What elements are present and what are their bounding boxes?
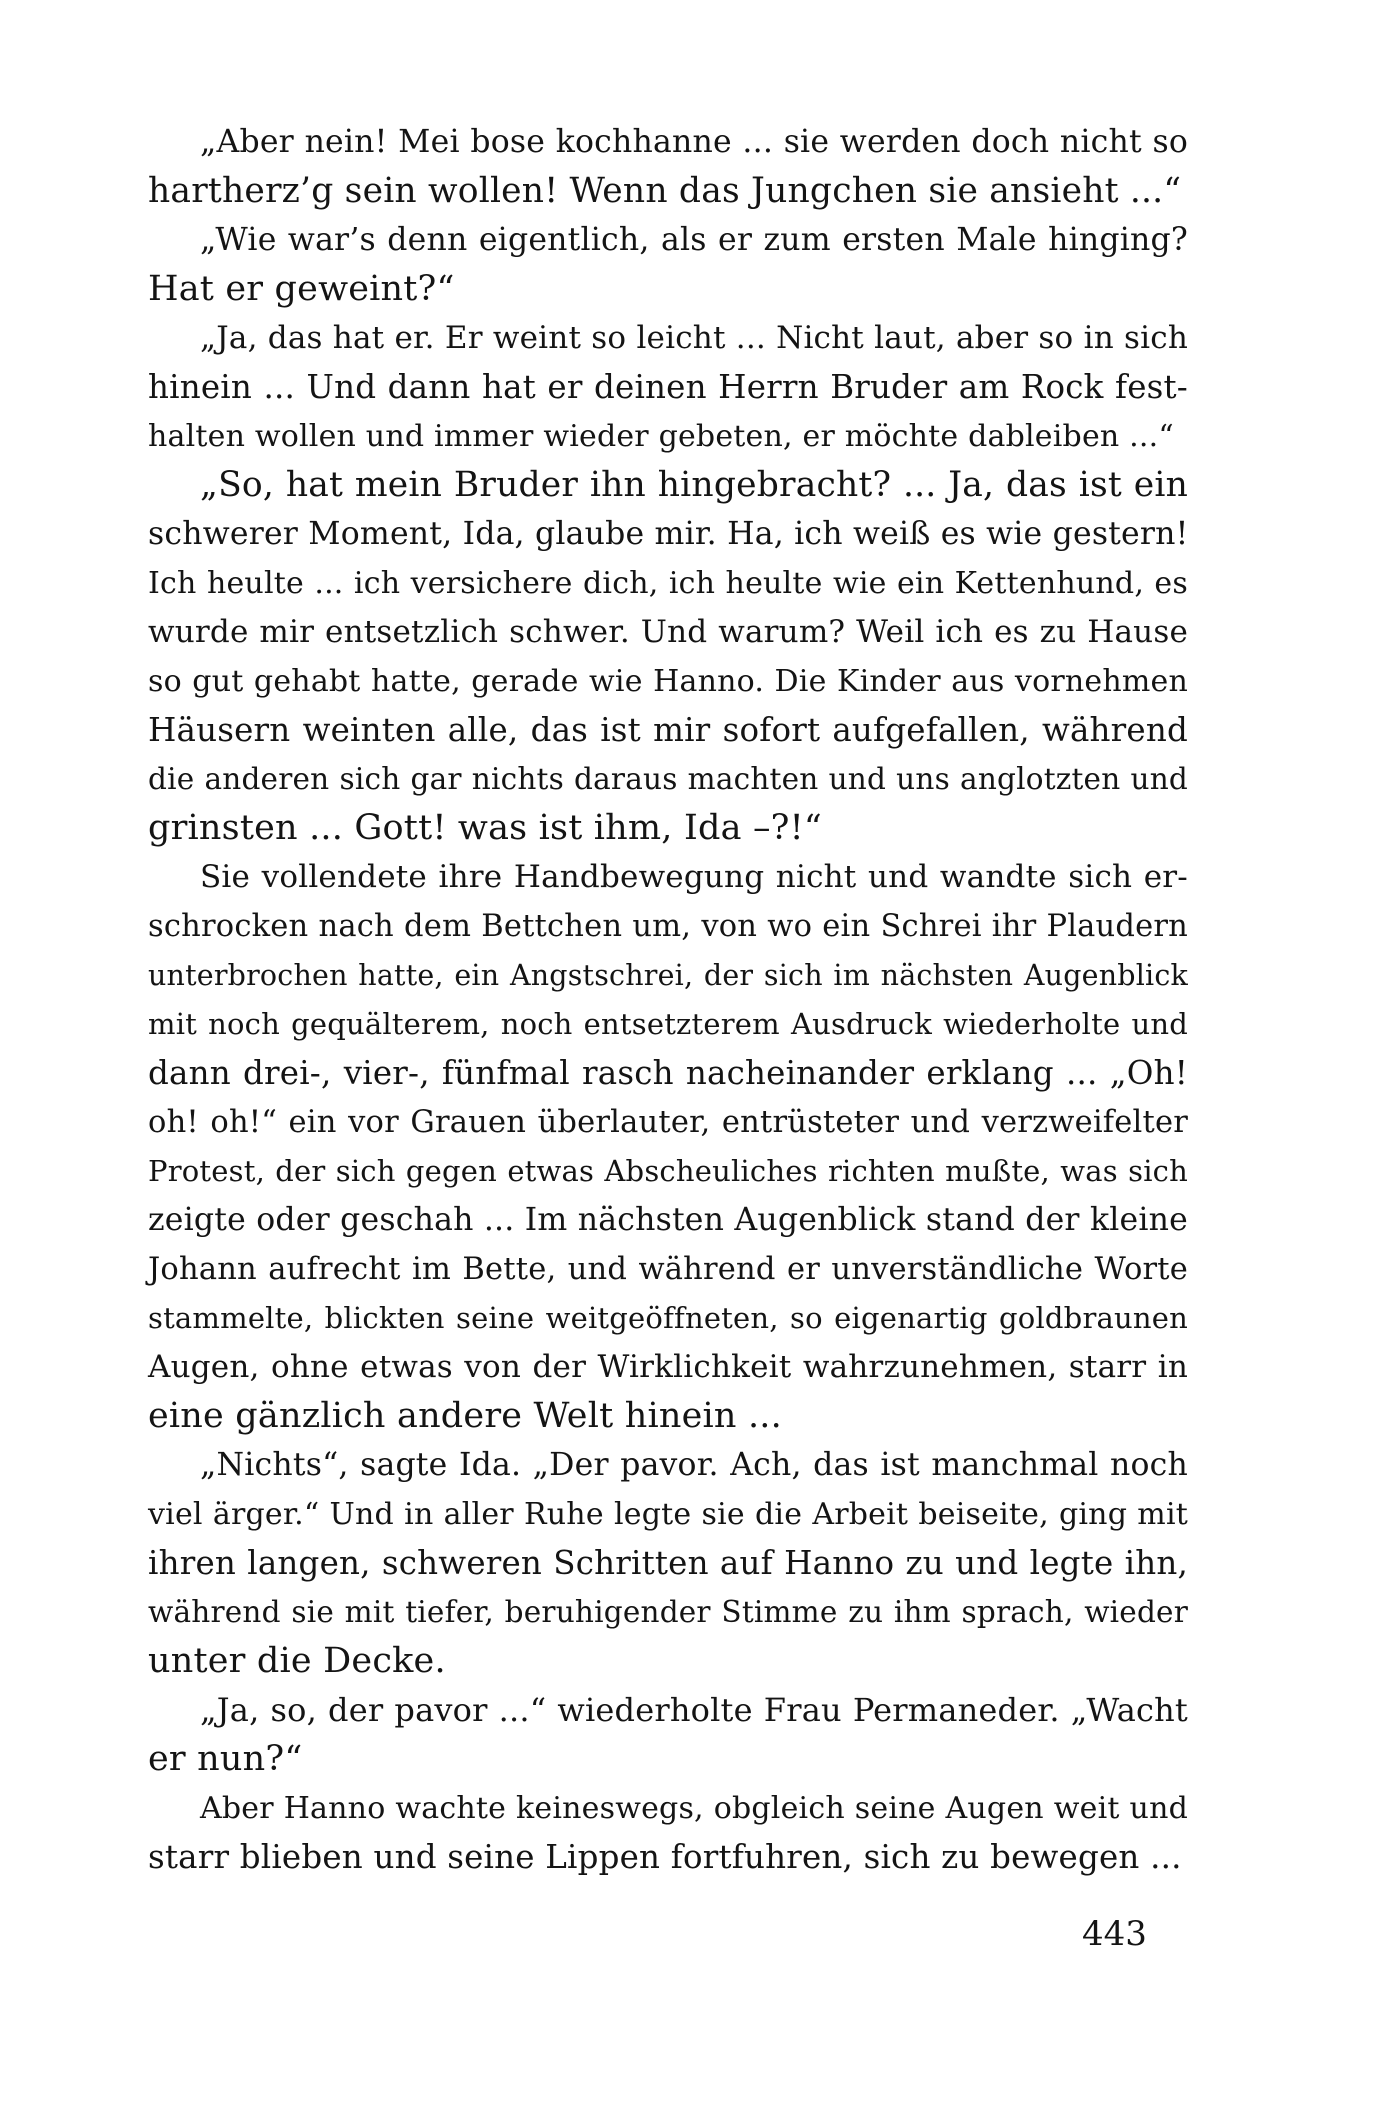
text-line: Augen, ohne etwas von der Wirklichkeit wahrzunehmen, starr in <box>148 1349 1188 1385</box>
text-line: Protest, der sich gegen etwas Abscheuliches richten mußte, was sich <box>148 1154 1188 1188</box>
text-line: „Wie war’s denn eigentlich, als er zum ersten Male hinging? <box>200 222 1188 258</box>
text-line: die anderen sich gar nichts daraus machten und uns anglotzten und <box>148 762 1188 796</box>
text-line: viel ärger.“ Und in aller Ruhe legte sie die Arbeit beiseite, ging mit <box>148 1497 1188 1532</box>
text-line: starr blieben und seine Lippen fortfuhren, sich zu bewegen ... <box>148 1838 1182 1876</box>
text-line: dann drei-, vier-, fünfmal rasch nacheinander erklang ... „Oh! <box>148 1054 1188 1092</box>
text-line: schwerer Moment, Ida, glaube mir. Ha, ich weiß es wie gestern! <box>148 516 1189 552</box>
text-line: stammelte, blickten seine weitgeöffneten, so eigenartig goldbraunen <box>148 1301 1188 1335</box>
text-line: Aber Hanno wachte keineswegs, obgleich seine Augen weit und <box>200 1791 1188 1826</box>
body-text <box>148 118 1188 1882</box>
text-line: ihren langen, schweren Schritten auf Hanno zu und legte ihn, <box>148 1544 1188 1582</box>
text-line: während sie mit tiefer, beruhigender Stimme zu ihm sprach, wieder <box>148 1595 1188 1629</box>
text-line: „Ja, das hat er. Er weint so leicht ... Nicht laut, aber so in sich <box>200 320 1188 356</box>
text-line: oh! oh!“ ein vor Grauen überlauter, entrüsteter und verzweifelter <box>148 1105 1188 1140</box>
text-line: „So, hat mein Bruder ihn hingebracht? ... Ja, das ist ein <box>200 465 1188 505</box>
text-line: Ich heulte ... ich versichere dich, ich heulte wie ein Kettenhund, es <box>148 566 1188 601</box>
text-line: „Nichts“, sagte Ida. „Der pavor. Ach, das ist manchmal noch <box>200 1447 1188 1483</box>
text-line: hartherz’g sein wollen! Wenn das Jungchen sie ansieht ...“ <box>148 171 1182 211</box>
text-line: Hat er geweint?“ <box>148 269 455 309</box>
page-number: 443 <box>1082 1914 1147 1954</box>
text-line: „Aber nein! Mei bose kochhanne ... sie werden doch nicht so <box>200 124 1188 160</box>
text-line: unter die Decke. <box>148 1641 446 1681</box>
text-line: Sie vollendete ihre Handbewegung nicht und wandte sich er- <box>200 859 1188 895</box>
text-line: Johann aufrecht im Bette, und während er unverständliche Worte <box>148 1252 1188 1287</box>
text-line: so gut gehabt hatte, gerade wie Hanno. Die Kinder aus vornehmen <box>148 664 1188 699</box>
text-line: zeigte oder geschah ... Im nächsten Augenblick stand der kleine <box>148 1202 1188 1238</box>
text-line: mit noch gequälterem, noch entsetzterem Ausdruck wiederholte und <box>148 1007 1188 1041</box>
text-line: „Ja, so, der pavor ...“ wiederholte Frau Permaneder. „Wacht <box>200 1691 1188 1729</box>
text-line: eine gänzlich andere Welt hinein ... <box>148 1396 782 1436</box>
text-line: Häusern weinten alle, das ist mir sofort aufgefallen, während <box>148 711 1188 749</box>
text-line: unterbrochen hatte, ein Angstschrei, der sich im nächsten Augenblick <box>148 959 1188 992</box>
text-line: schrocken nach dem Bettchen um, von wo ein Schrei ihr Plaudern <box>148 909 1188 944</box>
text-line: er nun?“ <box>148 1739 303 1779</box>
text-line: grinsten ... Gott! was ist ihm, Ida –?!“ <box>148 808 823 848</box>
text-line: halten wollen und immer wieder gebeten, er möchte dableiben ...“ <box>148 419 1174 454</box>
text-line: hinein ... Und dann hat er deinen Herrn Bruder am Rock fest- <box>148 368 1188 406</box>
text-line: wurde mir entsetzlich schwer. Und warum? Weil ich es zu Hause <box>148 614 1188 650</box>
